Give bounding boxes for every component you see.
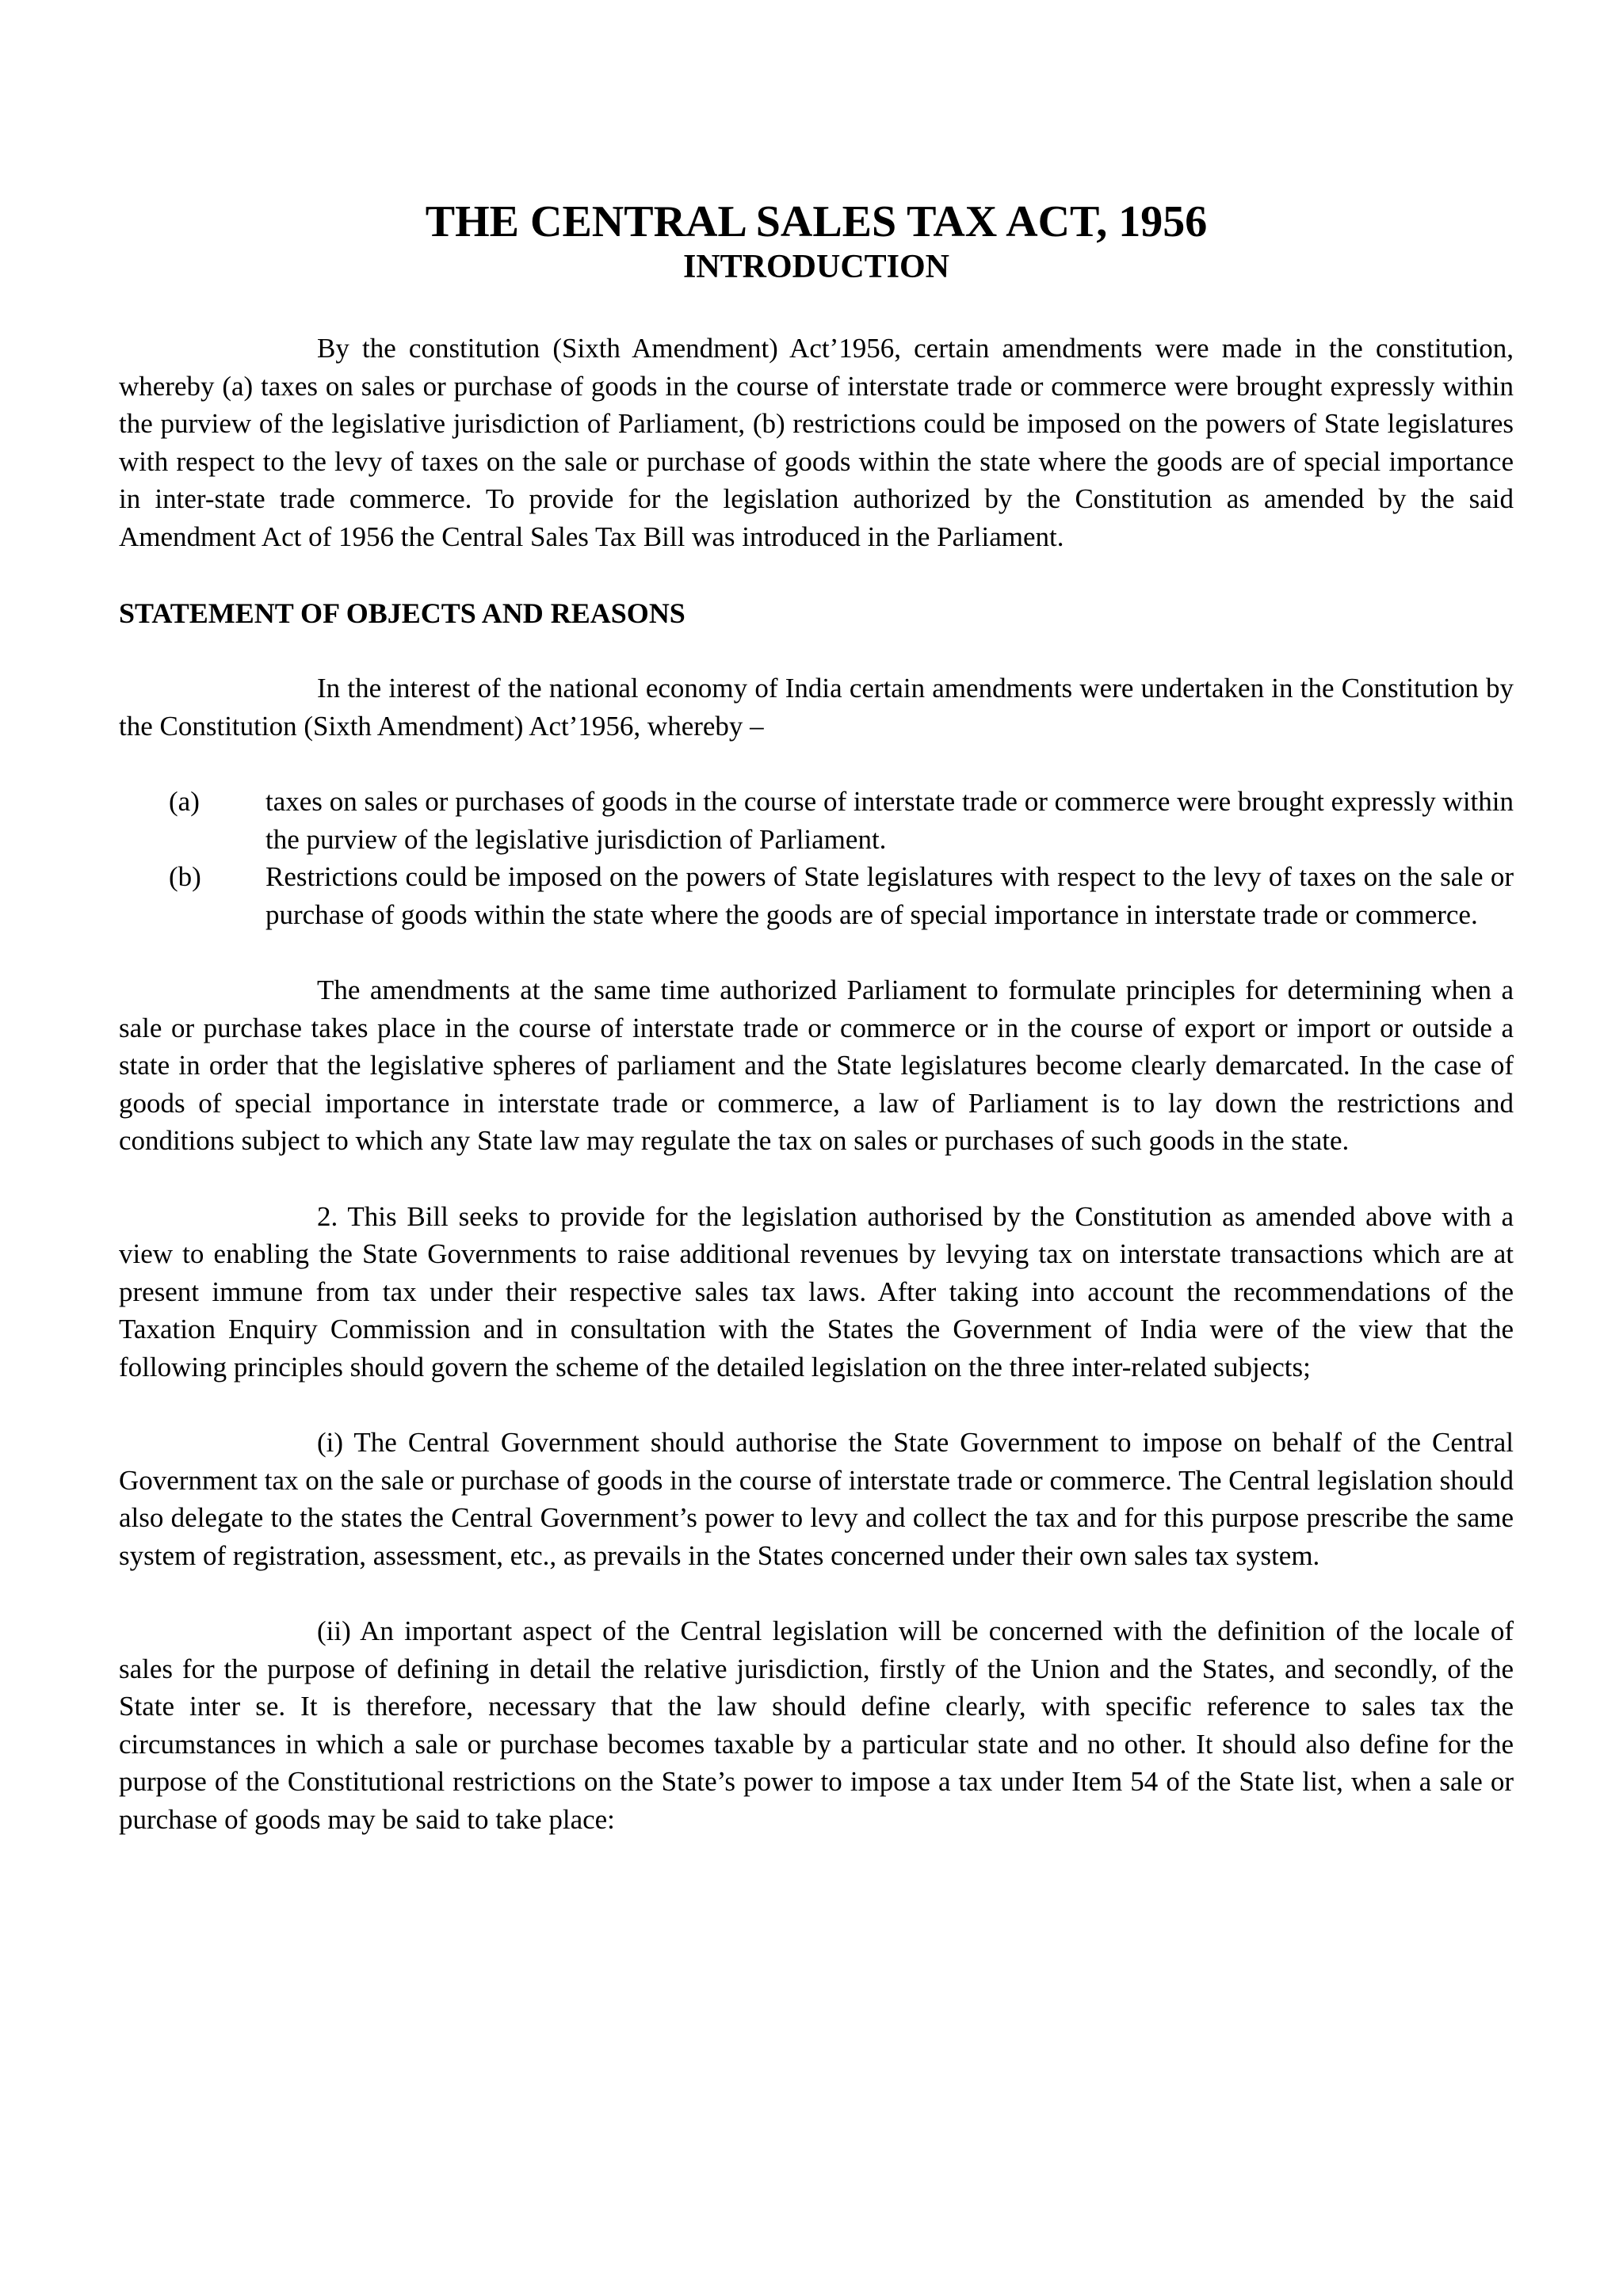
document-page bbox=[119, 198, 1514, 1838]
objects-list bbox=[119, 783, 1514, 933]
objects-paragraph-4: (i) The Central Government should authorise the State Government to impose on behalf of the Central Government tax on the sale or purchase of goods in the course of interstate trade or commerce. The Central legislation should also delegate to the states the Central Government’s power to levy and collect the tax and for this purpose prescribe the same system of registration, assessment, etc., as prevails in the States concerned under their own sales tax system. bbox=[119, 1427, 1514, 1571]
list-item-text: Restrictions could be imposed on the powers of State legislatures with respect to the levy of taxes on the sale or purchase of goods within the state where the goods are of special importance in interstate trade or commerce. bbox=[265, 861, 1514, 930]
list-item bbox=[119, 858, 1514, 933]
objects-paragraph-5: (ii) An important aspect of the Central legislation will be concerned with the definition of the locale of sales for the purpose of defining in detail the relative jurisdiction, firstly of the Union and the States, and secondly, of the State inter se. It is therefore, necessary that the law should define clearly, with specific reference to sales tax the circumstances in which a sale or purchase becomes taxable by a particular state and no other. It should also define for the purpose of the Constitutional restrictions on the State’s power to impose a tax under Item 54 of the State list, when a sale or purchase of goods may be said to take place: bbox=[119, 1615, 1514, 1835]
objects-paragraph-3: 2. This Bill seeks to provide for the legislation authorised by the Constitution as amended above with a view to enabling the State Governments to raise additional revenues by levying tax on interstate transactions which are at present immune from tax under their respective sales tax laws. After taking into account the recommendations of the Taxation Enquiry Commission and in consultation with the States the Government of India were of the view that the following principles should govern the scheme of the detailed legislation on the three inter-related subjects; bbox=[119, 1200, 1514, 1383]
list-item-label: (a) bbox=[169, 786, 200, 817]
list-item-text: taxes on sales or purchases of goods in the course of interstate trade or commerce were brought expressly within the purview of the legislative jurisdiction of Parliament. bbox=[265, 786, 1514, 855]
document-subtitle: INTRODUCTION bbox=[682, 249, 950, 285]
document-title: THE CENTRAL SALES TAX ACT, 1956 bbox=[425, 197, 1208, 246]
intro-paragraph: By the constitution (Sixth Amendment) Act’1956, certain amendments were made in the constitution, whereby (a) taxes on sales or purchase of goods in the course of interstate trade or commerce were brought expressly within the purview of the legislative jurisdiction of Parliament, (b) restrictions could be imposed on the powers of State legislatures with respect to the levy of taxes on the sale or purchase of goods within the state where the goods are of special importance in inter-state trade commerce. To provide for the legislation authorized by the Constitution as amended by the said Amendment Act of 1956 the Central Sales Tax Bill was introduced in the Parliament. bbox=[119, 333, 1514, 552]
objects-paragraph-2: The amendments at the same time authorized Parliament to formulate principles for determining when a sale or purchase takes place in the course of interstate trade or commerce or in the course of export or import or outside a state in order that the legislative spheres of parliament and the State legislatures become clearly demarcated. In the case of goods of special importance in interstate trade or commerce, a law of Parliament is to lay down the restrictions and conditions subject to which any State law may regulate the tax on sales or purchases of such goods in the state. bbox=[119, 974, 1514, 1156]
section-heading: STATEMENT OF OBJECTS AND REASONS bbox=[119, 597, 685, 629]
list-item-label: (b) bbox=[169, 861, 201, 892]
list-item bbox=[119, 783, 1514, 858]
objects-paragraph-1: In the interest of the national economy of India certain amendments were undertaken in the Constitution by the Constitution (Sixth Amendment) Act’1956, whereby – bbox=[119, 673, 1514, 742]
